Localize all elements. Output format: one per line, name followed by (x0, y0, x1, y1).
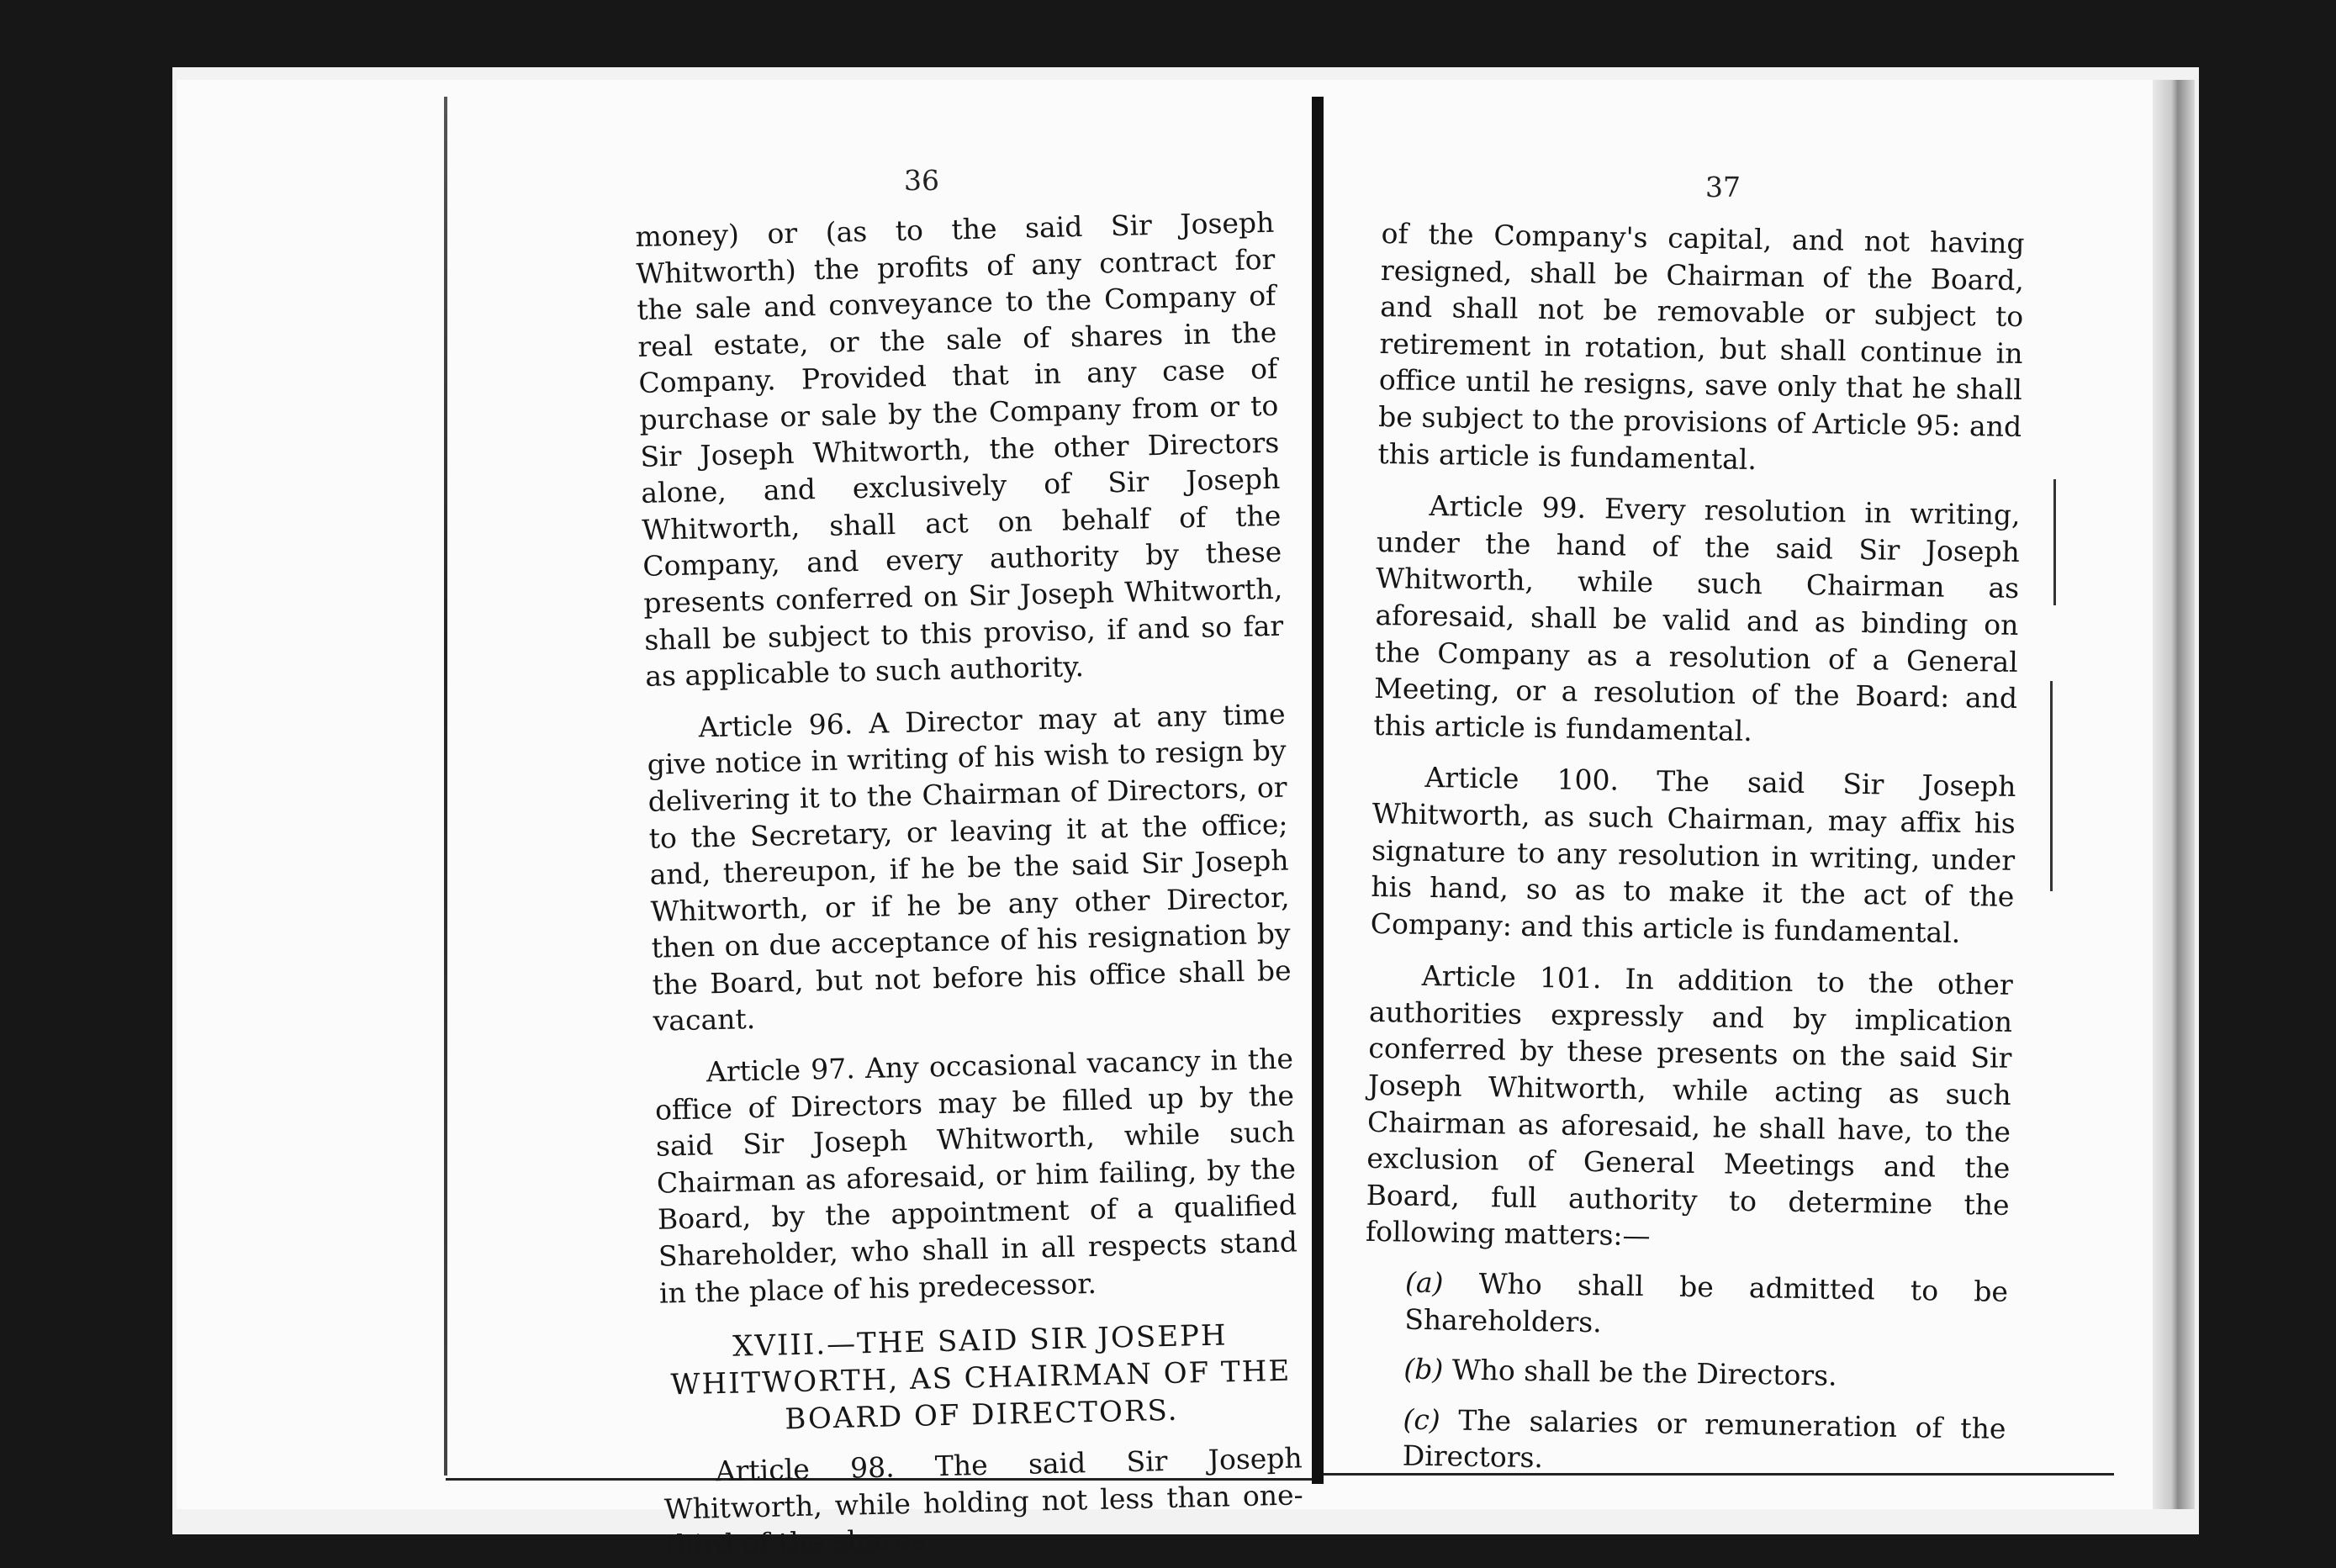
item-label: (c) (1403, 1402, 1441, 1437)
page-number-right: 37 (1705, 171, 1741, 203)
list-item (1364, 1264, 2008, 1347)
paragraph-continuation: of the Company's capital, and not having resigned, shall be Chairman of the Board, and shall not be removable or subject to retirement in rotation, but shall continue in office until he resigns, save only that he shall be subject to the provisions of Article 95: and this article is fundamental. (1377, 216, 2025, 476)
right-page-text (1361, 215, 2024, 1484)
item-text: Who shall be the Directors. (1451, 1353, 1837, 1392)
book-spine-gutter (1312, 97, 1324, 1484)
margin-pencil-mark (2050, 681, 2053, 891)
section-heading: XVIII.—THE SAID SIR JOSEPH WHITWORTH, AS CHAIRMAN OF THE BOARD OF DIRECTORS. (670, 1318, 1292, 1437)
paragraph-article-98: Article 98. The said Sir Joseph Whitworth, while holding not less than one-third of the shares (663, 1441, 1304, 1562)
item-text: The salaries or remuneration of the Directors. (1402, 1403, 2006, 1475)
paragraph-article-99: Article 99. Every resolution in writing, under the hand of the said Sir Joseph Whitworth, while such Chairman as aforesaid, shall be valid and as binding on the Company as a resolution of a General Meeting, or a resolution of the Board: and this article is fundamental. (1373, 489, 2021, 747)
paragraph-continuation: money) or (as to the said Sir Joseph Whitworth) the profits of any contract for the sale and conveyance to the Company of real estate, or the sale of shares in the Company. Provided that in any case of purchase or sale by the Company from or to Sir Joseph Whitworth, the other Directors alone, and exclusively of Sir Joseph Whitworth, shall act on behalf of the Company, and every authority by these presents conferred on Sir Joseph Whitworth, shall be subject to this proviso, if and so far as applicable to such authority. (635, 205, 1284, 693)
item-text: Who shall be admitted to be Shareholders. (1404, 1267, 2009, 1338)
list-item (1363, 1350, 2007, 1397)
page-number-left: 36 (904, 164, 939, 197)
item-label: (a) (1404, 1265, 1444, 1300)
right-page-edge-shadow (2153, 80, 2195, 1509)
paragraph-article-101: Article 101. In addition to the other authorities expressly and by implication conferred by these presents on the said Sir Joseph Whitworth, while acting as such Chairman as aforesaid, he shall have, to the exclusion of General Meetings and the Board, full authority to determine the following matters:— (1365, 959, 2014, 1253)
list-item (1361, 1401, 2006, 1484)
margin-pencil-mark (2053, 479, 2056, 605)
item-label: (b) (1403, 1352, 1444, 1386)
paragraph-article-96: Article 96. A Director may at any time give notice in writing of his wish to resign by delivering it to the Chairman of Directors, or to the Secretary, or leaving it at the office; and, thereupon, if he be the said Sir Joseph Whitworth, or if he be any other Director, then on due acceptance of his resignation by the Board, but not before his office shall be vacant. (647, 697, 1292, 1038)
paragraph-article-100: Article 100. The said Sir Joseph Whitworth, as such Chairman, may affix his signature to any resolution in writing, under his hand, so as to make it the act of the Company: and this article is fundamental. (1370, 761, 2016, 949)
left-page-text (635, 204, 1304, 1565)
paragraph-article-97: Article 97. Any occasional vacancy in the office of Directors may be filled up by the said Sir Joseph Whitworth, while such Chairman as aforesaid, or him failing, by the Board, by the appointment of a qualified Shareholder, who shall in all respects stand in the place of his predecessor. (654, 1042, 1298, 1310)
left-page-edge-line (444, 97, 447, 1476)
